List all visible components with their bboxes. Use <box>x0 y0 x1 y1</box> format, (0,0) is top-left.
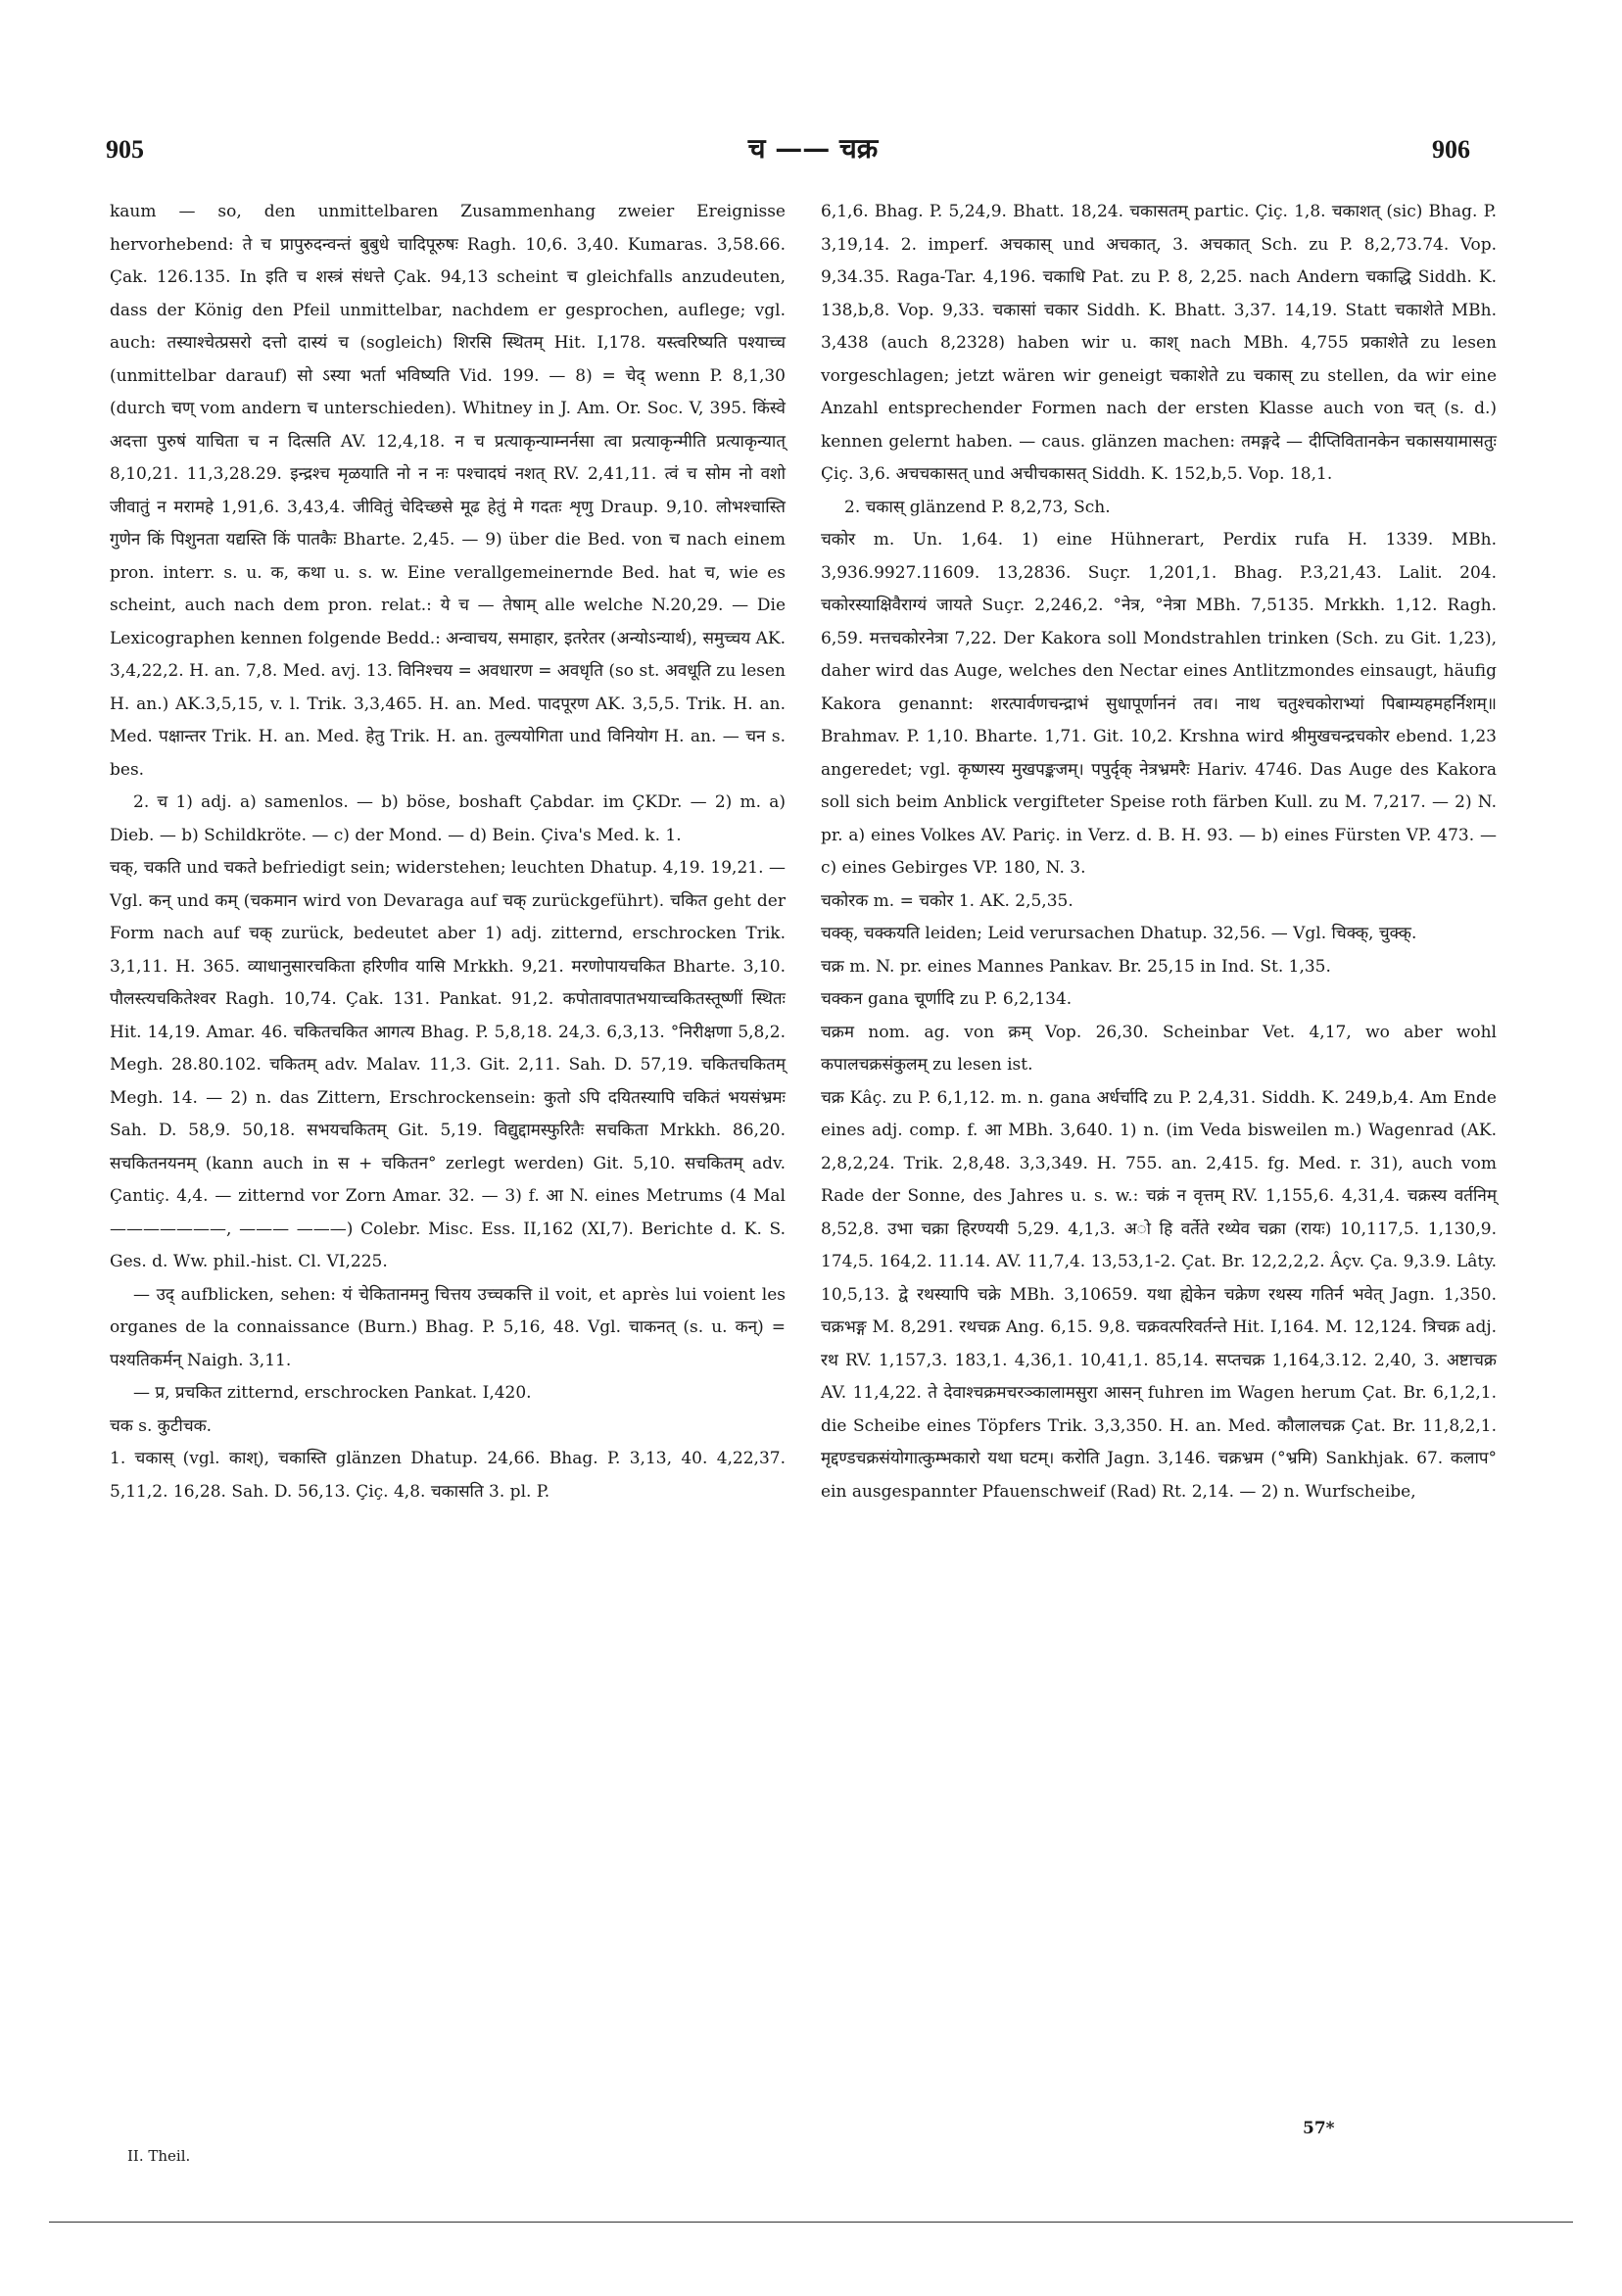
entry-paragraph: 6,1,6. Bhag. P. 5,24,9. Bhatt. 18,24. चकासतम् partic. Çiç. 1,8. चकाशत् (sic) Bhag. P. 3,19,14. 2. imperf. अचकास् und अचकात्, 3. अचकात् Sch. zu P. 8,2,73.74. Vop. 9,34.35. Raga-Tar. 4,196. चकाधि Pat. zu P. 8, 2,25. nach Andern चकाद्धि Siddh. K. 138,b,8. Vop. 9,33. चकासां चकार Siddh. K. Bhatt. 3,37. 14,19. Statt चकाशेते MBh. 3,438 (auch 8,2328) haben wir u. काश् nach MBh. 4,755 प्रकाशेते zu lesen vorgeschlagen; jetzt wären wir geneigt चकाशेते zu चकास् zu stellen, da wir eine Anzahl entsprechender Formen nach der ersten Klasse auch von चत् (s. d.) kennen gelernt haben. — caus. glänzen machen: तमङ्गदे — दीप्तिवितानकेन चकासयामासतुः Çiç. 3,6. अचचकासत् und अचीचकासत् Siddh. K. 152,b,5. Vop. 18,1. <box>821 202 1497 484</box>
entry-paragraph: चक्र m. N. pr. eines Mannes Pankav. Br. 25,15 in Ind. St. 1,35. <box>821 956 1331 977</box>
entry-paragraph: चक्र Kâç. zu P. 6,1,12. m. n. gana अर्धर्चादि zu P. 2,4,31. Siddh. K. 249,b,4. Am Ende eines adj. comp. f. आ MBh. 3,640. 1) n. (im Veda bisweilen m.) Wagenrad (AK. 2,8,2,24. Trik. 2,8,48. 3,3,349. H. 755. an. 2,415. fg. Med. r. 31), auch vom Rade der Sonne, des Jahres u. s. w.: चक्रं न वृत्तम् RV. 1,155,6. 4,31,4. चक्रस्य वर्तनिम् 8,52,8. उभा चक्रा हिरण्ययी 5,29. 4,1,3. अो हि वर्तेते रथ्येव चक्रा (रायः) 10,117,5. 1,130,9. 174,5. 164,2. 11.14. AV. 11,7,4. 13,53,1-2. Çat. Br. 12,2,2,2. Âçv. Ça. 9,3.9. Lâty. 10,5,13. द्वे रथस्यापि चक्रे MBh. 3,10659. यथा ह्येकेन चक्रेण रथस्य गतिर्न भवेत् Jagn. 1,350. चक्रभङ्ग M. 8,291. रथचक्र Ang. 6,15. 9,8. चक्रवत्परिवर्तन्ते Hit. I,164. M. 12,124. त्रिचक्र adj. रथ RV. 1,157,3. 183,1. 4,36,1. 10,41,1. 85,14. सप्तचक्र 1,164,3.12. 2,40, 3. अष्टाचक्र AV. 11,4,22. ते देवाश्चक्रमचरञ्कालामसुरा आसन् fuhren im Wagen herum Çat. Br. 6,1,2,1. die Scheibe eines Töpfers Trik. 3,3,350. H. an. Med. कौलालचक्र Çat. Br. 11,8,2,1. मृद्दण्डचक्रसंयोगात्कुम्भकारो यथा घटम्। करोति Jagn. 3,146. चक्रभ्रम (°भ्रमि) Sankhjak. 67. कलाप° ein ausgespannter Pfauenschweif (Rad) Rt. 2,14. — 2) n. Wurfscheibe, <box>821 1087 1497 1502</box>
page-number-right: 906 <box>1432 135 1470 164</box>
entry-paragraph: चकोरक m. = चकोर 1. AK. 2,5,35. <box>821 890 1073 911</box>
entry-paragraph: kaum — so, den unmittelbaren Zusammenhang zweier Ereignisse hervorhebend: ते च प्रापुरुदन्वन्तं बुबुधे चादिपूरुषः Ragh. 10,6. 3,40. Kumaras. 3,58.66. Çak. 126.135. In इति च शस्त्रं संधत्ते Çak. 94,13 scheint च gleichfalls anzudeuten, dass der König den Pfeil unmittelbar, nachdem er gesprochen, auflege; vgl. auch: तस्याश्चेत्प्रसरो दत्तो दास्यं च (sogleich) शिरसि स्थितम् Hit. I,178. यस्त्वरिष्यति पश्याच्च (unmittelbar darauf) सो ऽस्या भर्ता भविष्यति Vid. 199. — 8) = चेद् wenn P. 8,1,30 (durch चण् vom andern च unterschieden). Whitney in J. Am. Or. Soc. V, 395. किंस्वे अदत्ता पुरुषं याचिता च न दित्सति AV. 12,4,18. न च प्रत्याकृन्याम्नर्नसा त्वा प्रत्याकृन्मीति प्रत्याकृन्यात् 8,10,21. 11,3,28.29. इन्द्रश्च मृळयाति नो न नः पश्चादघं नशत् RV. 2,41,11. त्वं च सोम नो वशो जीवातुं न मरामहे 1,91,6. 3,43,4. जीवितुं चेदिच्छसे मूढ हेतुं मे गदतः शृणु Draup. 9,10. लोभश्चास्ति गुणेन किं पिशुनता यद्यस्ति किं पातकैः Bharte. 2,45. — 9) über die Bed. von च nach einem pron. interr. s. u. क, कथा u. s. w. Eine verallgemeinernde Bed. hat च, wie es scheint, auch nach dem pron. relat.: ये च — तेषाम् alle welche N.20,29. — Die Lexicographen kennen folgende Bedd.: अन्वाचय, समाहार, इतरेतर (अन्योऽन्यार्थ), समुच्चय AK. 3,4,22,2. H. an. 7,8. Med. avj. 13. विनिश्चय = अवधारण = अवधृति (so st. अवधूति zu lesen H. an.) AK.3,5,15, v. l. Trik. 3,3,465. H. an. Med. पादपूरण AK. 3,5,5. Trik. H. an. Med. पक्षान्तर Trik. H. an. Med. हेतु Trik. H. an. तुल्ययोगिता und विनियोग H. an. — चन s. bes. <box>110 202 786 780</box>
right-column <box>821 196 1497 1508</box>
page-number-left: 905 <box>106 135 144 164</box>
entry-paragraph: 1. चकास् (vgl. काश्), चकास्ति glänzen Dhatup. 24,66. Bhag. P. 3,13, 40. 4,22,37. 5,11,2. 16,28. Sah. D. 56,13. Çiç. 4,8. चकासति 3. pl. P. <box>110 1449 786 1502</box>
entry-paragraph: चकोर m. Un. 1,64. 1) eine Hühnerart, Perdix rufa H. 1339. MBh. 3,936.9927.11609. 13,2836. Suçr. 1,201,1. Bhag. P.3,21,43. Lalit. 204. चकोरस्याक्षिवैराग्यं जायते Suçr. 2,246,2. °नेत्र, °नेत्रा MBh. 7,5135. Mrkkh. 1,12. Ragh. 6,59. मत्तचकोरनेत्रा 7,22. Der Kakora soll Mondstrahlen trinken (Sch. zu Git. 1,23), daher wird das Auge, welches den Nectar eines Antlitzmondes einsaugt, häufig Kakora genannt: शरत्पार्वणचन्द्राभं सुधापूर्णाननं तव। नाथ चतुश्चकोराभ्यां पिबाम्यहमहर्निशम्॥ Brahmav. P. 1,10. Bharte. 1,71. Git. 10,2. Krshna wird श्रीमुखचन्द्रचकोर ebend. 1,23 angeredet; vgl. कृष्णस्य मुखपङ्कजम्। पपुर्दृक् नेत्रभ्रमरैः Hariv. 4746. Das Auge des Kakora soll sich beim Anblick vergifteter Speise roth färben Kull. zu M. 7,217. — 2) N. pr. a) eines Volkes AV. Pariç. in Verz. d. B. H. 93. — b) eines Fürsten VP. 473. — c) eines Gebirges VP. 180, N. 3. <box>821 530 1497 878</box>
page-header-title: च —— चक्र <box>747 132 879 165</box>
entry-paragraph: — उद् aufblicken, sehen: यं चेकितानमनु चित्तय उच्चकत्ति il voit, et après lui voient les organes de la connaissance (Burn.) Bhag. P. 5,16, 48. Vgl. चाकनत् (s. u. कन्) = पश्यतिकर्मन् Naigh. 3,11. <box>110 1284 786 1370</box>
entry-paragraph: चक्रम nom. ag. von क्रम् Vop. 26,30. Scheinbar Vet. 4,17, wo aber wohl कपालचक्रसंकुलम् zu lesen ist. <box>821 1022 1497 1075</box>
bottom-rule <box>49 2222 1573 2223</box>
left-column <box>110 196 786 1508</box>
entry-paragraph: — प्र, प्रचकित zitternd, erschrocken Pankat. I,420. <box>133 1383 532 1403</box>
volume-note: II. Theil. <box>127 2147 191 2165</box>
signature-mark: 57* <box>1303 2119 1335 2138</box>
entry-paragraph: चक्कन gana चूर्णादि zu P. 6,2,134. <box>821 989 1073 1009</box>
entry-paragraph: चक s. कुटीचक. <box>110 1415 213 1436</box>
entry-paragraph: चक्क्, चक्कयति leiden; Leid verursachen Dhatup. 32,56. — Vgl. चिक्क्, चुक्क्. <box>821 924 1417 943</box>
entry-paragraph: 2. चकास् glänzend P. 8,2,73, Sch. <box>844 497 1111 517</box>
entry-paragraph: 2. च 1) adj. a) samenlos. — b) böse, boshaft Çabdar. im ÇKDr. — 2) m. a) Dieb. — b) Schildkröte. — c) der Mond. — d) Bein. Çiva's Med. k. 1. <box>110 792 786 845</box>
entry-paragraph: चक्, चकति und चकते befriedigt sein; widerstehen; leuchten Dhatup. 4,19. 19,21. — Vgl. कन् und कम् (चकमान wird von Devaraga auf चक् zurückgeführt). चकित geht der Form nach auf चक् zurück, bedeutet aber 1) adj. zitternd, erschrocken Trik. 3,1,11. H. 365. व्याधानुसारचकिता हरिणीव यासि Mrkkh. 9,21. मरणोपायचकित Bharte. 3,10. पौलस्त्यचकितेश्वर Ragh. 10,74. Çak. 131. Pankat. 91,2. कपोतावपातभयाच्चकितस्तूष्णीं स्थितः Hit. 14,19. Amar. 46. चकितचकित आगत्य Bhag. P. 5,8,18. 24,3. 6,3,13. °निरीक्षणा 5,8,2. Megh. 28.80.102. चकितम् adv. Malav. 11,3. Git. 2,11. Sah. D. 57,19. चकितचकितम् Megh. 14. — 2) n. das Zittern, Erschrockensein: कुतो ऽपि दयितस्यापि चकितं भयसंभ्रमः Sah. D. 58,9. 50,18. सभयचकितम् Git. 5,19. विद्युद्दामस्फुरितैः सचकिता Mrkkh. 86,20. सचकितनयनम् (kann auch in स + चकितन° zerlegt werden) Git. 5,10. सचकितम् adv. Çantiç. 4,4. — zitternd vor Zorn Amar. 32. — 3) f. आ N. eines Metrums (4 Mal ———————, ——— ———) Colebr. Misc. Ess. II,162 (XI,7). Berichte d. K. S. Ges. d. Ww. phil.-hist. Cl. VI,225. <box>110 858 786 1271</box>
